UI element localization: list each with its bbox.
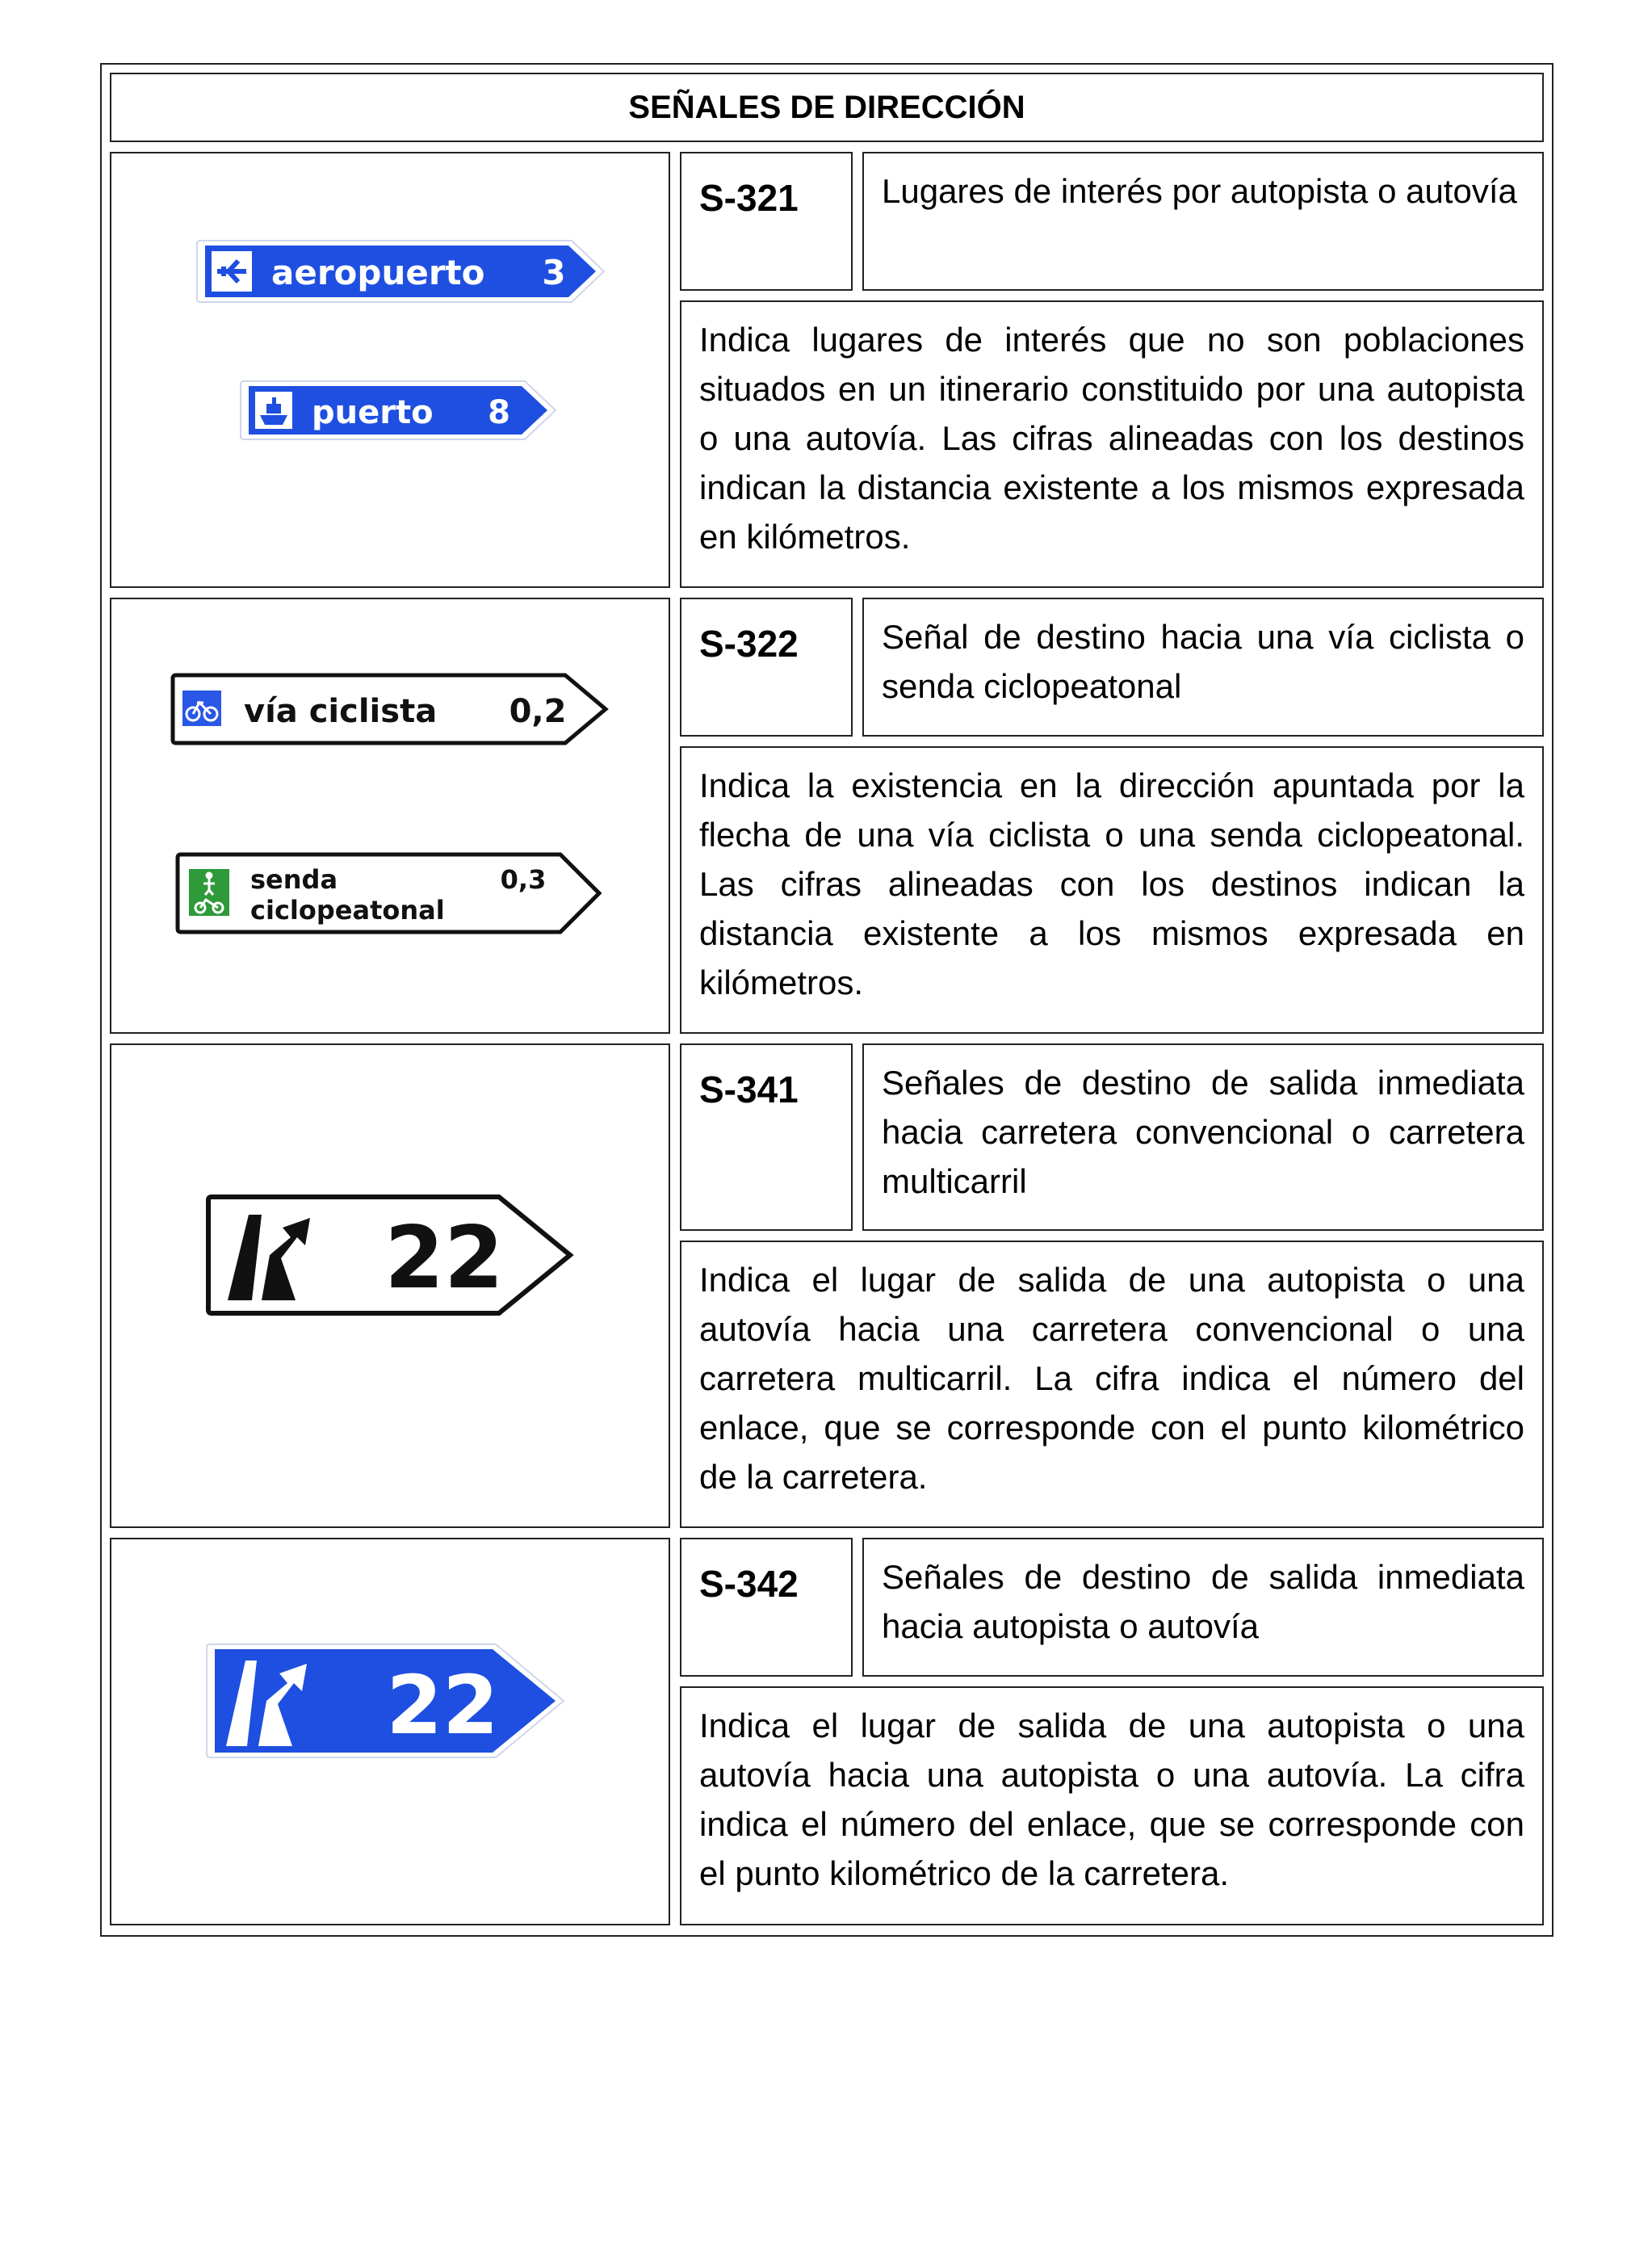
sign-code: S-322 [680,598,853,737]
exit-number-text: 22 [384,1208,504,1308]
sign-s322-illustration [111,599,669,1032]
sign-destination-text: vía ciclista [244,693,438,730]
sign-aeropuerto [197,241,604,302]
sign-distance-text: 0,3 [500,864,547,895]
exit-number-text: 22 [386,1658,499,1753]
sign-destination-line2: ciclopeatonal [250,895,445,926]
sign-puerto [241,381,556,439]
sign-code: S-342 [680,1538,853,1677]
sign-exit-22-blue [207,1644,564,1757]
sign-s342-illustration [111,1539,669,1924]
sign-exit-22-white [208,1197,570,1313]
sign-description: Indica lugares de interés que no son poblaciones situados en un itinerario constituido por una autopista o una autovía. Las cifras alineadas con los destinos indican la distancia existente a los mismos expresada en kilómetros. [680,300,1544,588]
sign-destination-text: aeropuerto [271,253,485,292]
sign-description: Indica la existencia en la dirección apuntada por la flecha de una vía ciclista o una senda ciclopeatonal. Las cifras alineadas con los destinos indican la distancia existente a los mismos expresada en kilómetros. [680,746,1544,1034]
sign-name: Señal de destino hacia una vía ciclista o senda ciclopeatonal [862,598,1544,737]
sign-distance-text: 0,2 [509,693,567,730]
sign-destination-text: puerto [312,394,434,431]
sign-image-cell-s342 [110,1538,670,1925]
sign-description: Indica el lugar de salida de una autopista o una autovía hacia una autopista o una autovía. La cifra indica el número del enlace, que se corresponde con el punto kilométrico de la carretera. [680,1686,1544,1925]
sign-distance-text: 8 [488,394,510,431]
sign-destination-line1: senda [250,864,338,895]
sign-senda-ciclopeatonal [178,854,599,932]
sign-description: Indica el lugar de salida de una autopista o una autovía hacia una carretera convencional o una carretera multicarril. La cifra indica el número del enlace, que se corresponde con el punto kilométrico de la carretera. [680,1241,1544,1528]
sign-image-cell-s321 [110,152,670,588]
sign-distance-text: 3 [542,253,566,292]
sign-name: Lugares de interés por autopista o autovía [862,152,1544,291]
sign-name: Señales de destino de salida inmediata hacia carretera convencional o carretera multicarril [862,1043,1544,1231]
sign-via-ciclista [173,675,606,743]
page-title: SEÑALES DE DIRECCIÓN [110,73,1544,142]
sign-image-cell-s322 [110,598,670,1034]
sign-code: S-341 [680,1043,853,1231]
sign-name: Señales de destino de salida inmediata hacia autopista o autovía [862,1538,1544,1677]
sign-code: S-321 [680,152,853,291]
sign-s341-illustration [111,1045,669,1526]
sign-image-cell-s341 [110,1043,670,1528]
sign-s321-illustration [111,153,669,586]
